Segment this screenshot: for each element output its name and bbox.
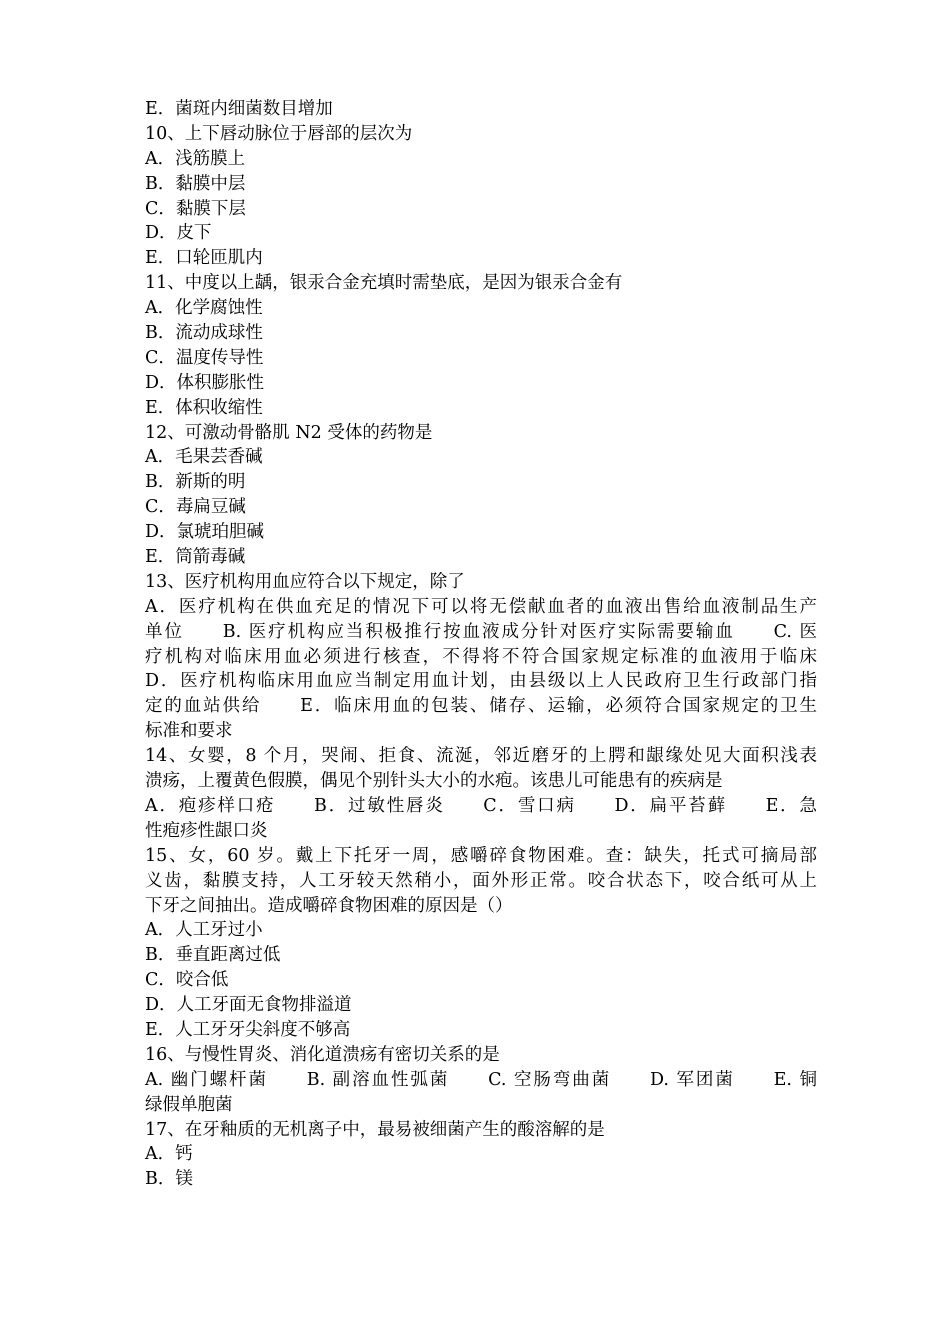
text-line: 单位 B. 医疗机构应当积极推行按血液成分针对医疗实际需要输血 C. 医 <box>145 621 817 642</box>
document-body <box>145 97 817 1192</box>
text-line: E．口轮匝肌内 <box>145 248 263 269</box>
text-line: E．人工牙牙尖斜度不够高 <box>145 1019 351 1040</box>
text-line: D．氯琥珀胆碱 <box>145 522 265 543</box>
text-line: B．黏膜中层 <box>145 173 246 194</box>
text-line: B．新斯的明 <box>145 472 246 493</box>
text-line: 溃疡，上覆黄色假膜，偶见个别针头大小的水疱。该患儿可能患有的疾病是 <box>145 771 723 792</box>
text-line: D．皮下 <box>145 223 212 244</box>
text-line: A. 幽门螺杆菌 B. 副溶血性弧菌 C. 空肠弯曲菌 D. 军团菌 E. 铜 <box>145 1069 817 1090</box>
text-line: A．疱疹样口疮 B．过敏性唇炎 C．雪口病 D．扁平苔藓 E．急 <box>145 795 817 816</box>
text-line: A．浅筋膜上 <box>145 148 246 169</box>
text-line: 义齿，黏膜支持，人工牙较天然稍小，面外形正常。咬合状态下，咬合纸可从上 <box>145 870 817 891</box>
text-line: 标准和要求 <box>145 721 233 742</box>
text-line: A．医疗机构在供血充足的情况下可以将无偿献血者的血液出售给血液制品生产 <box>145 596 817 617</box>
text-line: C．温度传导性 <box>145 347 264 368</box>
text-line: D．人工牙面无食物排溢道 <box>145 995 352 1016</box>
text-line: D．医疗机构临床用血应当制定用血计划，由县级以上人民政府卫生行政部门指 <box>145 671 817 692</box>
text-line: 17、在牙釉质的无机离子中，最易被细菌产生的酸溶解的是 <box>145 1119 605 1140</box>
text-line: 13、医疗机构用血应符合以下规定，除了 <box>145 571 465 592</box>
text-line: A．毛果芸香碱 <box>145 447 263 468</box>
text-line: E．菌斑内细菌数目增加 <box>145 99 333 119</box>
text-line: C．毒扁豆碱 <box>145 497 246 518</box>
text-line: B．垂直距离过低 <box>145 945 281 966</box>
text-line: 疗机构对临床用血必须进行核查，不得将不符合国家规定标准的血液用于临床 <box>145 646 817 667</box>
text-line: 10、上下唇动脉位于唇部的层次为 <box>145 123 413 144</box>
text-line: 15、女，60 岁。戴上下托牙一周，感嚼碎食物困难。查：缺失，托式可摘局部 <box>145 845 817 866</box>
text-line: C．黏膜下层 <box>145 198 246 219</box>
text-line: C．咬合低 <box>145 970 229 991</box>
text-line: 12、可激动骨骼肌 N2 受体的药物是 <box>145 422 433 443</box>
text-line: B．镁 <box>145 1169 193 1190</box>
text-line: 11、中度以上龋，银汞合金充填时需垫底，是因为银汞合金有 <box>145 273 623 294</box>
text-line: E．体积收缩性 <box>145 397 263 418</box>
text-line: E．筒箭毒碱 <box>145 547 246 568</box>
text-line: D．体积膨胀性 <box>145 372 265 393</box>
text-line: B．流动成球性 <box>145 323 263 344</box>
text-line: 14、女婴，8 个月，哭闹、拒食、流涎，邻近磨牙的上腭和龈缘处见大面积浅表 <box>145 746 817 767</box>
text-line: 绿假单胞菌 <box>145 1094 233 1115</box>
text-line: A．人工牙过小 <box>145 920 263 941</box>
text-line: 定的血站供给 E．临床用血的包装、储存、运输，必须符合国家规定的卫生 <box>145 696 817 717</box>
text-line: 性疱疹性龈口炎 <box>145 820 268 841</box>
text-line: 下牙之间抽出。造成嚼碎食物困难的原因是（） <box>145 895 513 916</box>
text-line: A．钙 <box>145 1144 193 1165</box>
text-line: A．化学腐蚀性 <box>145 298 263 319</box>
text-line: 16、与慢性胃炎、消化道溃疡有密切关系的是 <box>145 1044 500 1065</box>
